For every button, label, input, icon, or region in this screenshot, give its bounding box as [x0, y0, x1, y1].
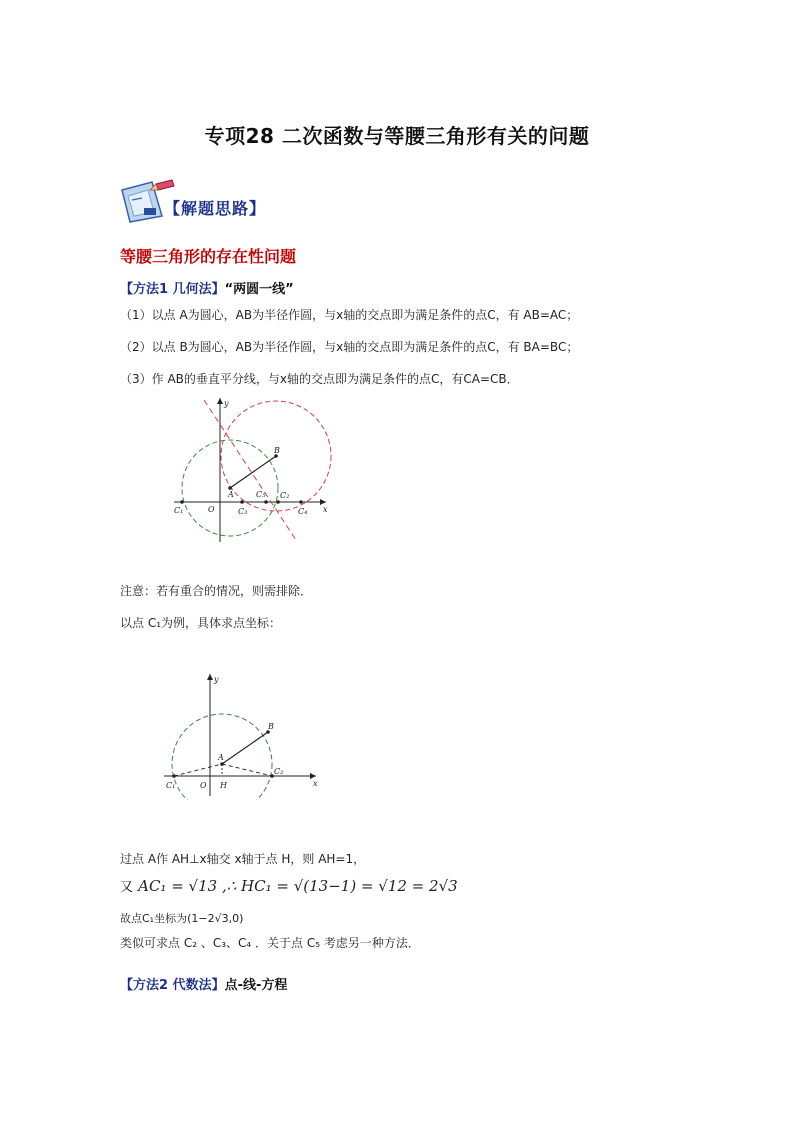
- fig2-A-label: A: [218, 753, 224, 762]
- fig2-C2-label: C₂: [274, 767, 284, 776]
- derivation-line-3: 故点C₁坐标为(1−2√3,0): [120, 912, 244, 925]
- derivation-line-1: 过点 A作 AH⊥x轴交 x轴于点 H，则 AH=1，: [120, 852, 366, 866]
- fig2-B-label: B: [268, 722, 274, 731]
- fig1-C4-label: C₄: [298, 507, 308, 516]
- fig1-y-label: y: [224, 399, 229, 408]
- fig2-y-label: y: [214, 675, 219, 684]
- fig2-C1-label: C₁: [166, 781, 176, 790]
- solution-ideas-badge: [118, 178, 278, 226]
- method1-subtitle: “两圆一线”: [224, 282, 294, 297]
- fig1-origin-label: O: [208, 505, 215, 514]
- method2-label: 【方法2 代数法】: [120, 978, 225, 993]
- fig1-B-label: B: [274, 446, 280, 455]
- fig2-x-label: x: [313, 779, 318, 788]
- method1-label: 【方法1 几何法】: [120, 282, 225, 297]
- page-title: 专项28 二次函数与等腰三角形有关的问题: [204, 124, 590, 148]
- fig1-A-label: A: [228, 490, 234, 499]
- figure-two-circles-one-line: [168, 394, 338, 544]
- figure-circle-A-example: [160, 670, 330, 800]
- derivation-line-4: 类似可求点 C₂ 、C₃、C₄ ．关于点 C₅ 考虑另一种方法．: [120, 936, 420, 950]
- derivation-line-2: [120, 876, 458, 895]
- step-1: （1）以点 A为圆心，AB为半径作圆，与x轴的交点即为满足条件的点C，有 AB=AC；: [120, 308, 579, 322]
- note-text: 注意：若有重合的情况，则需排除．: [120, 584, 313, 598]
- fig1-C3-label: C₃: [238, 507, 248, 516]
- fig1-x-label: x: [323, 505, 328, 514]
- step-3: （3）作 AB的垂直平分线，与x轴的交点即为满足条件的点C，有CA=CB．: [120, 372, 519, 386]
- method2-heading: [120, 974, 287, 993]
- example-intro: 以点 C₁为例，具体求点坐标：: [120, 616, 282, 630]
- badge-label: 【解题思路】: [164, 199, 267, 218]
- method1-heading: [120, 278, 294, 297]
- fig1-C5-label: C₅: [256, 490, 266, 499]
- method2-subtitle: 点-线-方程: [224, 978, 288, 993]
- step-2: （2）以点 B为圆心，AB为半径作圆，与x轴的交点即为满足条件的点C，有 BA=BC；: [120, 340, 579, 354]
- fig2-H-label: H: [220, 781, 227, 790]
- derivation-line-2-math: AC₁ = √13 ,∴ HC₁ = √(13−1) = √12 = 2√3: [138, 877, 458, 895]
- fig1-C2-label: C₂: [280, 491, 290, 500]
- section-heading: 等腰三角形的存在性问题: [120, 247, 297, 266]
- fig2-origin-label: O: [200, 781, 207, 790]
- fig1-C1-label: C₁: [174, 506, 184, 515]
- derivation-line-2-prefix: 又: [120, 880, 134, 895]
